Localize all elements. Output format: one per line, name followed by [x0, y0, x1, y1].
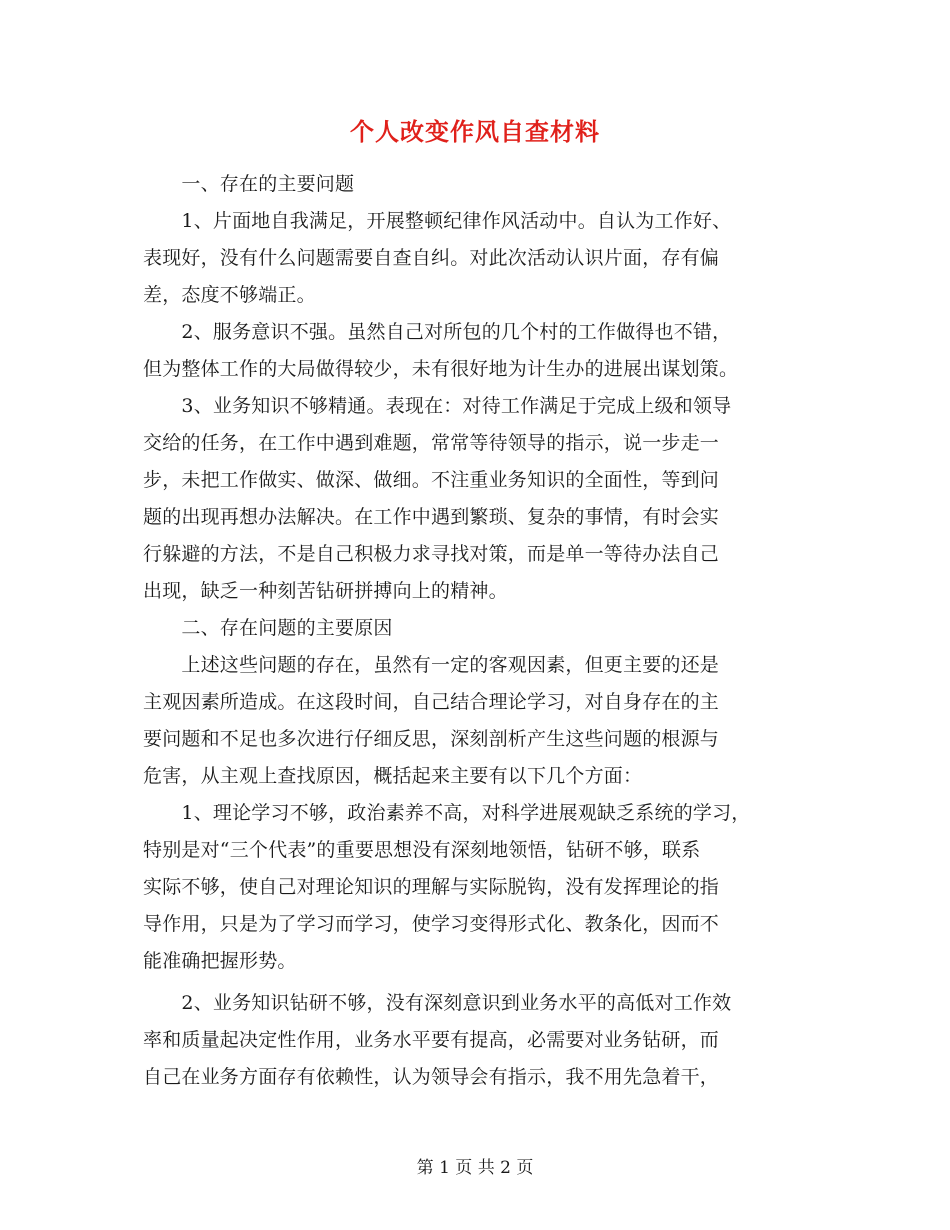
text-line: 3、业务知识不够精通。表现在：对待工作满足于完成上级和领导 — [143, 395, 732, 417]
text-line: 自己在业务方面存有依赖性，认为领导会有指示，我不用先急着干， — [143, 1066, 720, 1088]
heading-causes: 二、存在问题的主要原因 — [143, 617, 393, 639]
text-line: 上述这些问题的存在，虽然有一定的客观因素，但更主要的还是 — [143, 654, 720, 676]
text-line: 2、业务知识钻研不够，没有深刻意识到业务水平的高低对工作效 — [143, 992, 732, 1014]
document-title: 个人改变作风自查材料 — [350, 117, 600, 146]
text-line: 交给的任务，在工作中遇到难题，常常等待领导的指示，说一步走一 — [143, 432, 720, 454]
text-line: 实际不够，使自己对理论知识的理解与实际脱钩，没有发挥理论的指 — [143, 876, 720, 898]
text-line: 出现，缺乏一种刻苦钻研拼搏向上的精神。 — [143, 580, 508, 602]
text-line: 1、理论学习不够，政治素养不高，对科学进展观缺乏系统的学习， — [143, 802, 751, 824]
text-line: 差，态度不够端正。 — [143, 284, 316, 306]
text-line: 2、服务意识不强。虽然自己对所包的几个村的工作做得也不错， — [143, 321, 732, 343]
text-line: 主观因素所造成。在这段时间，自己结合理论学习，对自身存在的主 — [143, 691, 720, 713]
heading-problems: 一、存在的主要问题 — [143, 173, 355, 195]
text-line: 步，未把工作做实、做深、做细。不注重业务知识的全面性，等到问 — [143, 469, 720, 491]
text-line: 特别是对“三个代表”的重要思想没有深刻地领悟，钻研不够，联系 — [143, 839, 701, 861]
text-line: 能准确把握形势。 — [143, 950, 297, 972]
page-number-footer: 第 1 页 共 2 页 — [416, 1158, 534, 1178]
text-line: 率和质量起决定性作用，业务水平要有提高，必需要对业务钻研，而 — [143, 1029, 720, 1051]
text-line: 但为整体工作的大局做得较少，未有很好地为计生办的进展出谋划策。 — [143, 358, 739, 380]
text-line: 危害，从主观上查找原因，概括起来主要有以下几个方面： — [143, 765, 643, 787]
text-line: 表现好，没有什么问题需要自查自纠。对此次活动认识片面，存有偏 — [143, 247, 720, 269]
text-line: 1、片面地自我满足，开展整顿纪律作风活动中。自认为工作好、 — [143, 210, 732, 232]
text-line: 行躲避的方法，不是自己积极力求寻找对策，而是单一等待办法自己 — [143, 543, 720, 565]
text-line: 题的出现再想办法解决。在工作中遇到繁琐、复杂的事情，有时会实 — [143, 506, 720, 528]
text-line: 要问题和不足也多次进行仔细反思，深刻剖析产生这些问题的根源与 — [143, 728, 720, 750]
text-line: 导作用，只是为了学习而学习，使学习变得形式化、教条化，因而不 — [143, 913, 720, 935]
